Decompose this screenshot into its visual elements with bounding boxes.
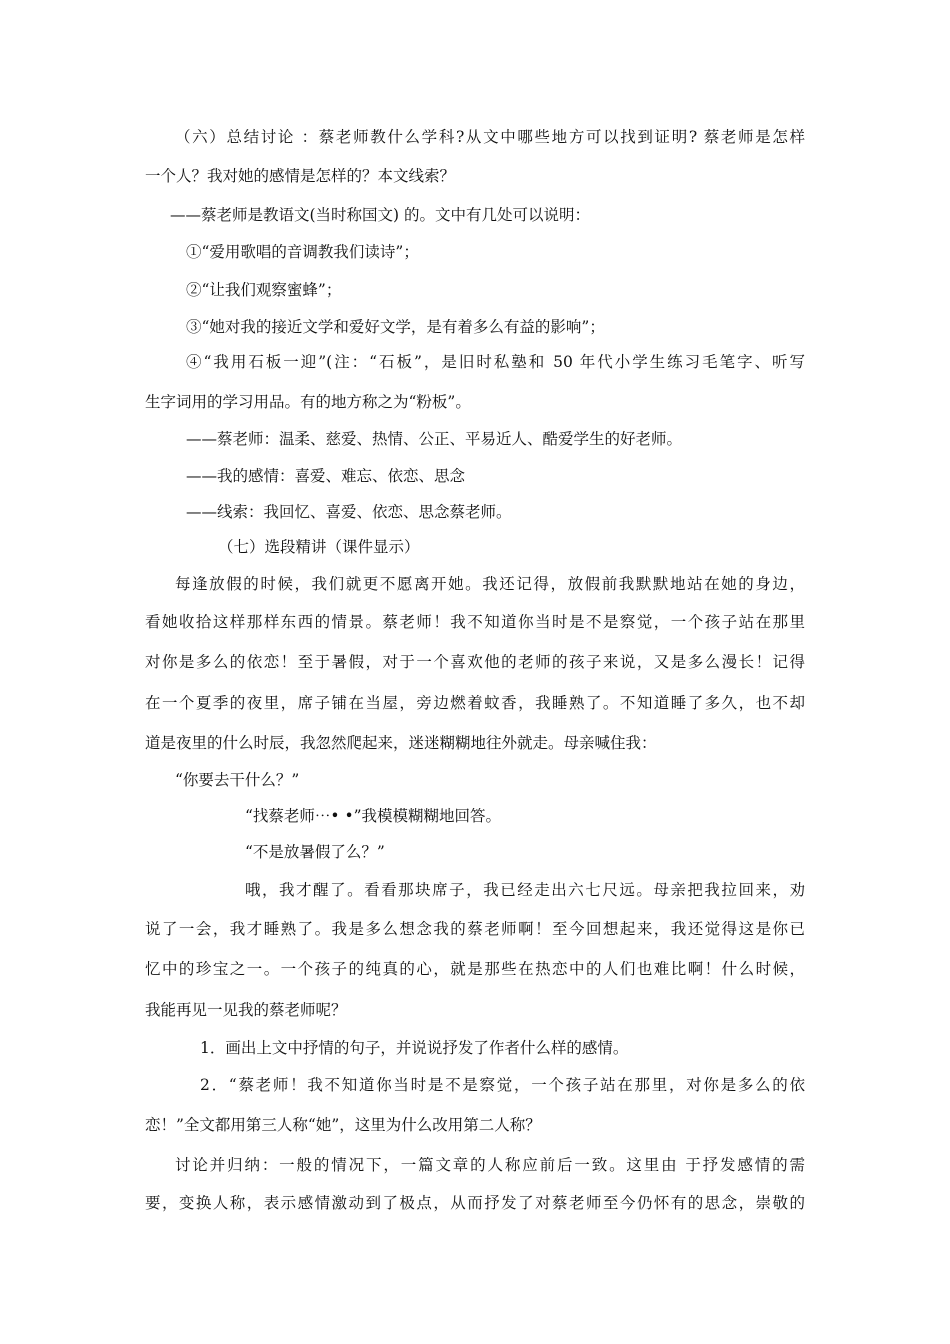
discussion-summary-line-1: 讨论并归纳：一般的情况下，一篇文章的人称应前后一致。这里由 于抒发感情的需 [175,1156,805,1174]
evidence-item-3: ③“她对我的接近文学和爱好文学，是有着多么有益的影响”； [186,318,605,336]
passage-line-9: 我能再见一见我的蔡老师呢？ [145,1001,347,1019]
exercise-question-2-continuation: 恋！”全文都用第三人称“她”，这里为什么改用第二人称？ [145,1116,541,1134]
dialogue-line-2: “找蔡老师⋯• •”我模模糊糊地回答。 [245,807,502,825]
evidence-note-continuation: 生字词用的学习用品。有的地方称之为“粉板”。 [145,393,471,411]
answer-feelings: ——我的感情：喜爱、难忘、依恋、思念 [186,467,466,485]
exercise-question-1: 1．画出上文中抒情的句子，并说说抒发了作者什么样的感情。 [200,1039,629,1057]
passage-line-6: 哦，我才醒了。看看那块席子，我已经走出六七尺远。母亲把我拉回来，劝 [245,881,805,899]
dialogue-line-1: “你要去干什么？” [175,771,300,789]
passage-line-7: 说了一会，我才睡熟了。我是多么想念我的蔡老师啊！至今回想起来，我还觉得这是你已 [145,920,805,938]
section-6-heading: （六）总结讨论 ：蔡老师教什么学科?从文中哪些地方可以找到证明? 蔡老师是怎样 [175,128,805,146]
discussion-summary-line-2: 要，变换人称，表示感情激动到了极点，从而抒发了对蔡老师至今仍怀有的思念，崇敬的 [145,1194,805,1212]
answer-subject: ——蔡老师是教语文(当时称国文) 的。文中有几处可以说明： [170,206,591,224]
answer-teacher-traits: ——蔡老师：温柔、慈爱、热情、公正、平易近人、酷爱学生的好老师。 [186,430,683,448]
passage-line-4: 在一个夏季的夜里，席子铺在当屋，旁边燃着蚊香，我睡熟了。不知道睡了多久，也不却 [145,694,805,712]
section-7-heading: （七）选段精讲（课件显示） [218,538,420,556]
answer-clue: ——线索：我回忆、喜爱、依恋、思念蔡老师。 [186,503,512,521]
section-6-question-continuation: 一个人？我对她的感情是怎样的？本文线索？ [145,167,456,185]
dialogue-line-3: “不是放暑假了么？” [245,843,385,861]
passage-line-8: 忆中的珍宝之一。一个孩子的纯真的心，就是那些在热恋中的人们也难比啊！什么时候， [145,960,805,978]
passage-line-3: 对你是多么的依恋！至于暑假，对于一个喜欢他的老师的孩子来说，又是多么漫长！记得 [145,653,805,671]
passage-line-5: 道是夜里的什么时辰，我忽然爬起来，迷迷糊糊地往外就走。母亲喊住我： [145,734,657,752]
passage-line-1: 每逢放假的时候，我们就更不愿离开她。我还记得，放假前我默默地站在她的身边， [175,575,805,593]
evidence-item-1: ①“爱用歌唱的音调教我们读诗”； [186,243,419,261]
passage-line-2: 看她收拾这样那样东西的情景。蔡老师！我不知道你当时是不是察觉，一个孩子站在那里 [145,613,805,631]
evidence-item-4: ④“我用石板一迎”(注：“石板”，是旧时私塾和 50 年代小学生练习毛笔字、听写 [186,353,805,371]
exercise-question-2: 2．“蔡老师！我不知道你当时是不是察觉，一个孩子站在那里，对你是多么的依 [200,1076,805,1094]
evidence-item-2: ②“让我们观察蜜蜂”； [186,281,342,299]
